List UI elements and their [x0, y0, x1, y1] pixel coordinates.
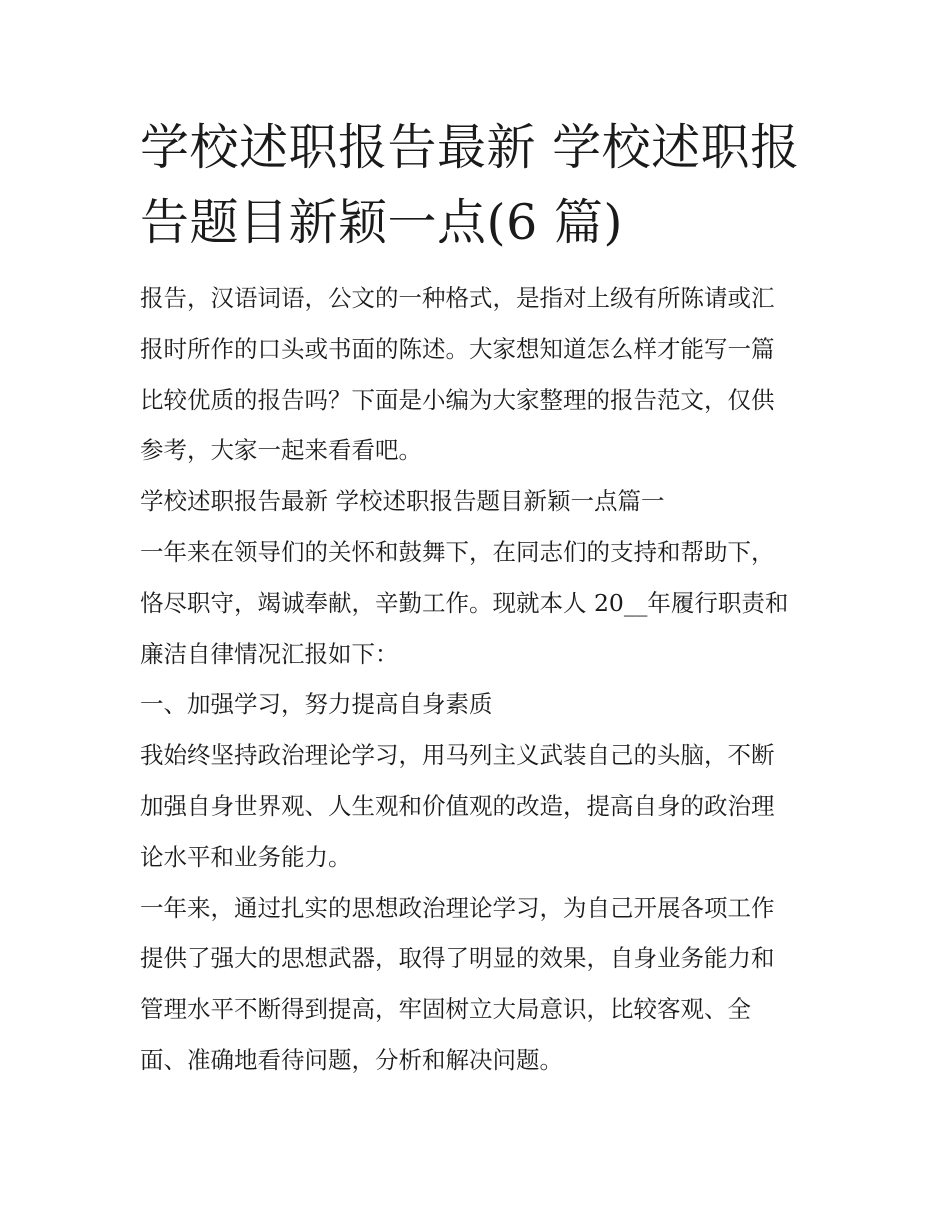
intro-line-2: 报时所作的口头或书面的陈述。大家想知道怎么样才能写一篇 [140, 334, 775, 363]
paragraph-line: 提供了强大的思想武器，取得了明显的效果，自身业务能力和 [140, 944, 775, 973]
paragraph-line: 一年来在领导们的关怀和鼓舞下，在同志们的支持和帮助下， [140, 537, 775, 566]
title-line-1: 学校述职报告最新 学校述职报 [140, 119, 800, 176]
paragraph-line: 一年来，通过扎实的思想政治理论学习，为自己开展各项工作 [140, 893, 775, 922]
intro-line-4: 参考，大家一起来看看吧。 [140, 436, 422, 465]
intro-line-1: 报告，汉语词语，公文的一种格式，是指对上级有所陈请或汇 [140, 284, 775, 312]
paragraph-line: 论水平和业务能力。 [140, 842, 352, 871]
paragraph-line: 管理水平不断得到提高，牢固树立大局意识，比较客观、全 [140, 995, 751, 1024]
document-page [140, 110, 815, 1086]
subheading-1: 一、加强学习，努力提高自身素质 [140, 690, 493, 719]
paragraph-line: 加强自身世界观、人生观和价值观的改造，提高自身的政治理 [140, 791, 775, 820]
paragraph-line: 廉洁自律情况汇报如下： [140, 639, 399, 668]
paragraph-line: 我始终坚持政治理论学习，用马列主义武装自己的头脑，不断 [140, 741, 775, 770]
paragraph-line: 面、准确地看待问题，分析和解决问题。 [140, 1045, 563, 1074]
paragraph-line: 恪尽职守，竭诚奉献，辛勤工作。现就本人 20__年履行职责和 [140, 588, 789, 617]
document-body [140, 273, 815, 1086]
section-heading-1: 学校述职报告最新 学校述职报告题目新颖一点篇一 [140, 487, 665, 516]
document-title [140, 110, 815, 260]
title-line-2: 告题目新颖一点(6 篇) [140, 194, 623, 251]
intro-line-3: 比较优质的报告吗？下面是小编为大家整理的报告范文，仅供 [140, 385, 775, 414]
